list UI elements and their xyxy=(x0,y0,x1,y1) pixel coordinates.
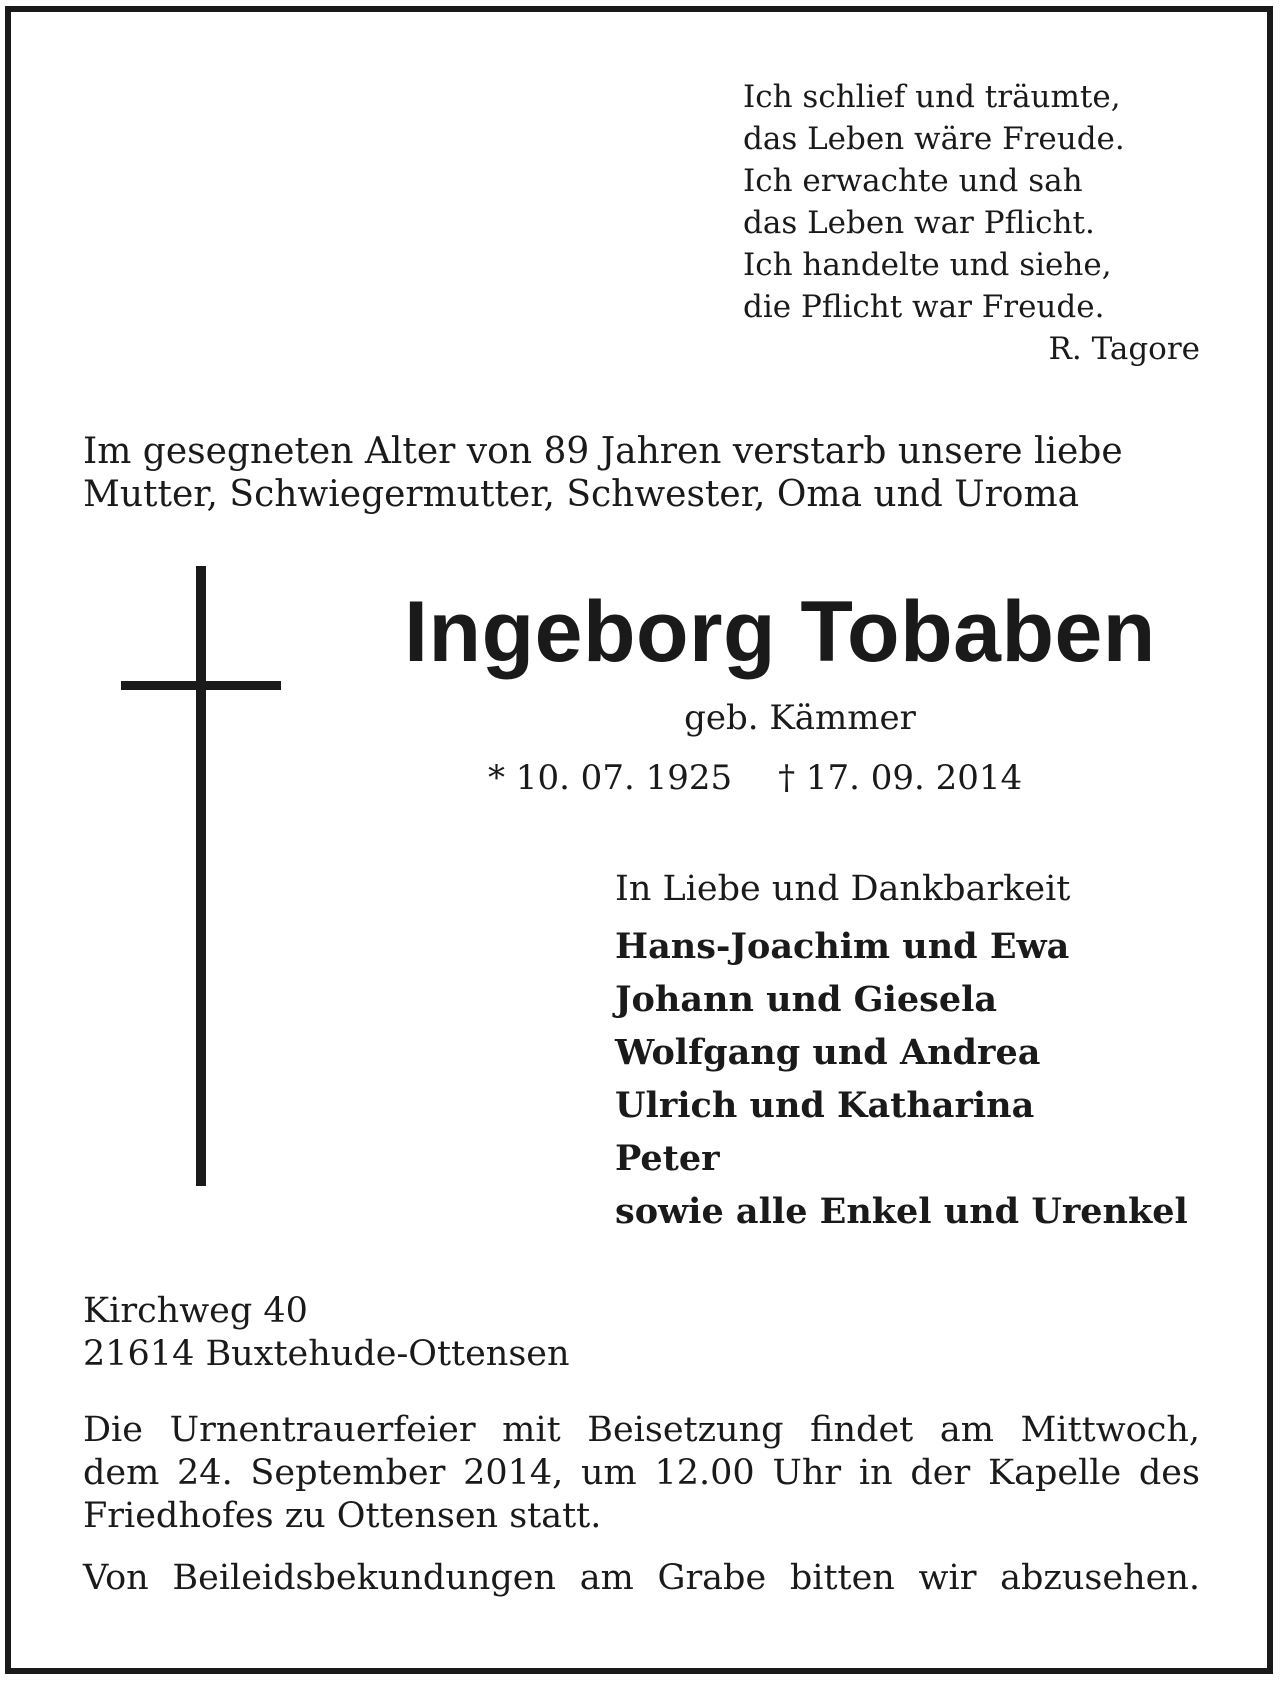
poem-line: Ich erwachte und sah xyxy=(743,163,1083,199)
cross-vertical-bar xyxy=(196,566,206,1186)
poem-line: Ich handelte und siehe, xyxy=(743,247,1112,283)
ceremony-line: Friedhofes zu Ottensen statt. xyxy=(83,1496,602,1536)
address-street: Kirchweg 40 xyxy=(83,1291,308,1331)
mourner-name: Wolfgang und Andrea xyxy=(615,1032,1041,1073)
mourner-name: Johann und Giesela xyxy=(615,979,998,1020)
poem-block xyxy=(743,76,1203,370)
birth-name: geb. Kämmer xyxy=(684,698,916,738)
condolence-note: Von Beileidsbekundungen am Grabe bitten wir abzusehen. xyxy=(83,1558,1200,1598)
poem-line: das Leben war Pflicht. xyxy=(743,205,1095,241)
death-date: † 17. 09. 2014 xyxy=(778,758,1023,798)
mourner-name: Peter xyxy=(615,1138,720,1179)
mourners-block xyxy=(615,864,1215,1238)
ceremony-line: dem 24. September 2014, um 12.00 Uhr in der Kapelle des xyxy=(83,1453,1200,1493)
poem-author: R. Tagore xyxy=(1048,331,1200,367)
intro-text xyxy=(83,430,1203,516)
deceased-name: Ingeborg Tobaben xyxy=(404,584,1156,680)
mourners-intro: In Liebe und Dankbarkeit xyxy=(615,869,1071,909)
cross-horizontal-bar xyxy=(121,681,281,690)
intro-line: Mutter, Schwiegermutter, Schwester, Oma und Uroma xyxy=(83,474,1080,515)
poem-line: das Leben wäre Freude. xyxy=(743,121,1125,157)
birth-date: * 10. 07. 1925 xyxy=(488,758,733,798)
poem-line: Ich schlief und träumte, xyxy=(743,79,1121,115)
address-block xyxy=(83,1290,570,1376)
poem-line: die Pflicht war Freude. xyxy=(743,289,1105,325)
mourner-name: sowie alle Enkel und Urenkel xyxy=(615,1191,1188,1232)
life-dates xyxy=(488,755,1022,801)
mourner-name: Ulrich und Katharina xyxy=(615,1085,1035,1126)
ceremony-line: Die Urnentrauerfeier mit Beisetzung findet am Mittwoch, xyxy=(83,1410,1200,1450)
ceremony-notice xyxy=(83,1409,1200,1538)
mourner-name: Hans-Joachim und Ewa xyxy=(615,926,1070,967)
address-city: 21614 Buxtehude-Ottensen xyxy=(83,1334,570,1374)
intro-line: Im gesegneten Alter von 89 Jahren verstarb unsere liebe xyxy=(83,431,1123,472)
